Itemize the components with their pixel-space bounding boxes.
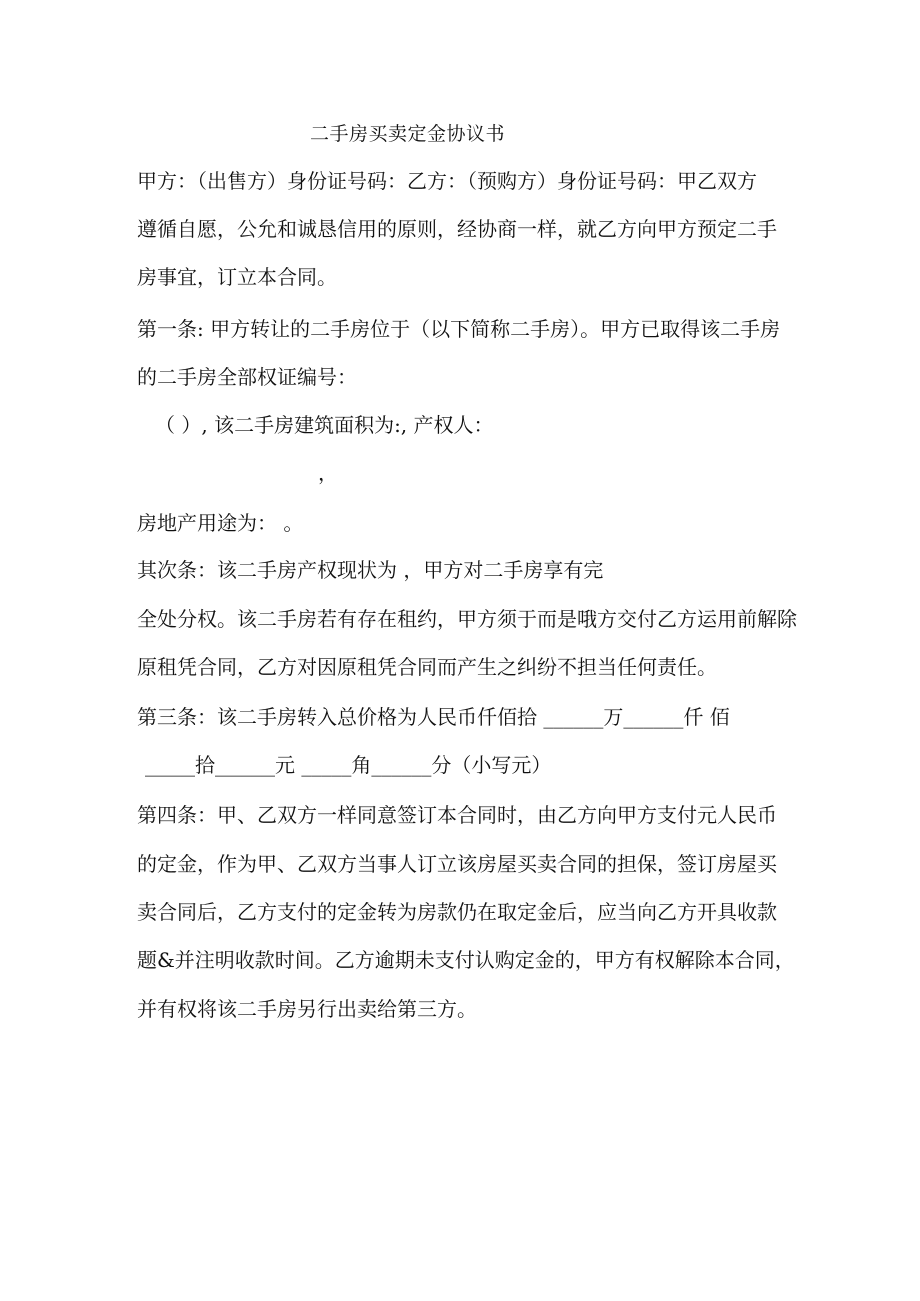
paragraph-line-10: 全处分权。该二手房若有存在租约，甲方须于而是哦方交付乙方运用前解除 <box>137 607 797 631</box>
paragraph-line-3: 房事宜，订立本合同。 <box>137 265 337 289</box>
paragraph-line-4: 第一条: 甲方转让的二手房位于（以下简称二手房）。甲方已取得该二手房 <box>137 317 781 341</box>
paragraph-line-16: 卖合同后，乙方支付的定金转为房款仍在取定金后，应当向乙方开具收款 <box>137 900 777 924</box>
paragraph-line-6: （ ）, 该二手房建筑面积为:, 产权人： <box>155 413 494 437</box>
paragraph-line-1: 甲方：（出售方）身份证号码：乙方：（预购方）身份证号码：甲乙双方 <box>137 169 757 193</box>
paragraph-line-15: 的定金，作为甲、乙双方当事人订立该房屋买卖合同的担保，签订房屋买 <box>137 852 777 876</box>
paragraph-line-5: 的二手房全部权证编号： <box>137 365 357 389</box>
paragraph-line-17: 题&并注明收款时间。乙方逾期未支付认购定金的，甲方有权解除本合同， <box>137 948 795 972</box>
paragraph-line-18: 并有权将该二手房另行出卖给第三方。 <box>137 997 477 1021</box>
paragraph-line-13: _____拾______元 _____角______分（小写元） <box>145 753 552 777</box>
paragraph-line-9: 其次条：该二手房产权现状为 ，甲方对二手房享有完 <box>137 558 604 582</box>
document-title: 二手房买卖定金协议书 <box>310 123 506 145</box>
paragraph-line-7: ， <box>318 461 338 485</box>
paragraph-line-12: 第三条：该二手房转入总价格为人民币仟佰拾 ______万______仟 佰 <box>137 705 730 729</box>
paragraph-line-14: 第四条：甲、乙双方一样同意签订本合同时，由乙方向甲方支付元人民币 <box>137 803 777 827</box>
paragraph-line-2: 遵循自愿，公允和诚恳信用的原则，经协商一样，就乙方向甲方预定二手 <box>137 217 777 241</box>
paragraph-line-8: 房地产用途为： 。 <box>137 511 304 535</box>
paragraph-line-11: 原租凭合同，乙方对因原租凭合同而产生之纠纷不担当任何责任。 <box>137 655 717 679</box>
